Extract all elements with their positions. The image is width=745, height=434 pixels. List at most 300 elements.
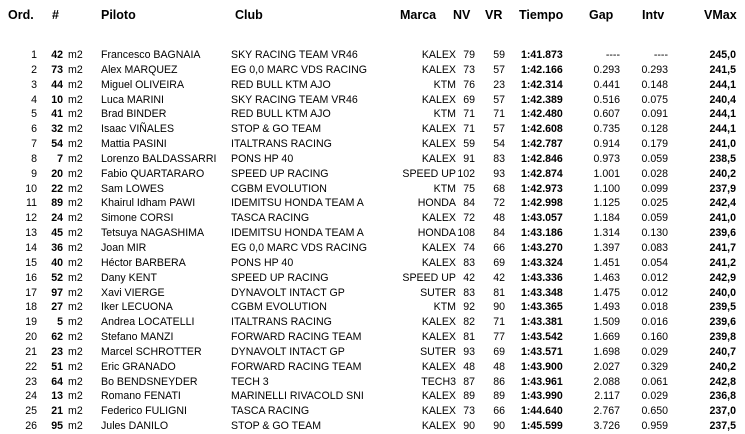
cell-vr: 77 (493, 331, 505, 344)
cell-vmax: 237,0 (709, 405, 736, 418)
cell-cat: m2 (68, 345, 83, 358)
cell-gap: 0.516 (593, 93, 620, 106)
cell-vmax: 244,1 (709, 108, 736, 121)
cell-marca: KALEX (421, 360, 456, 373)
cell-vmax: 240,0 (709, 286, 736, 299)
cell-nv: 71 (463, 123, 475, 136)
cell-vr: 66 (493, 405, 505, 418)
cell-nv: 73 (463, 63, 475, 76)
cell-nv: 69 (463, 93, 475, 106)
table-row (0, 48, 745, 63)
cell-ord: 8 (31, 152, 37, 165)
cell-gap: 1.493 (593, 301, 620, 314)
table-row (0, 167, 745, 182)
cell-marca: KTM (433, 301, 456, 314)
cell-vmax: 239,6 (709, 227, 736, 240)
cell-marca: KALEX (421, 152, 456, 165)
cell-cat: m2 (68, 182, 83, 195)
cell-gap: ---- (605, 49, 620, 61)
cell-vmax: 242,4 (709, 197, 736, 210)
cell-nv: 59 (463, 138, 475, 151)
cell-nv: 82 (463, 316, 475, 329)
cell-gap: 2.088 (593, 375, 620, 388)
cell-nv: 90 (463, 420, 475, 433)
cell-tiempo: 1:44.640 (521, 405, 563, 418)
cell-num: 21 (51, 405, 63, 418)
cell-ord: 7 (31, 138, 37, 151)
cell-club: TASCA RACING (231, 212, 310, 225)
table-row (0, 330, 745, 345)
cell-ord: 11 (26, 197, 37, 210)
cell-ord: 6 (31, 123, 37, 136)
cell-ord: 19 (25, 316, 37, 329)
cell-ord: 5 (31, 108, 37, 121)
cell-intv: 0.061 (641, 375, 668, 388)
cell-gap: 1.475 (593, 286, 620, 299)
header-ord: Ord. (8, 8, 34, 22)
cell-vmax: 241,7 (709, 241, 736, 254)
cell-cat: m2 (68, 93, 83, 106)
header-vmax: VMax (704, 8, 737, 22)
table-row (0, 256, 745, 271)
cell-intv: 0.329 (641, 360, 668, 373)
cell-tiempo: 1:43.365 (521, 301, 563, 314)
cell-club: RED BULL KTM AJO (231, 78, 331, 91)
cell-marca: KALEX (421, 241, 456, 254)
cell-intv: 0.650 (641, 405, 668, 418)
cell-intv: 0.028 (641, 167, 668, 180)
cell-club: CGBM EVOLUTION (231, 182, 327, 195)
cell-intv: 0.130 (641, 227, 668, 240)
cell-nv: 92 (463, 301, 475, 314)
cell-vr: 84 (493, 227, 505, 240)
cell-gap: 1.451 (593, 256, 620, 269)
cell-vr: 89 (493, 390, 505, 403)
cell-piloto: Joan MIR (101, 241, 147, 254)
cell-marca: KALEX (421, 123, 456, 136)
cell-marca: KTM (433, 182, 456, 195)
cell-piloto: Jules DANILO (101, 420, 169, 433)
cell-marca: KALEX (421, 390, 456, 403)
cell-vr: 90 (493, 301, 505, 314)
cell-piloto: Héctor BARBERA (101, 256, 186, 269)
cell-vr: 57 (493, 63, 505, 76)
cell-club: STOP & GO TEAM (231, 123, 322, 136)
cell-tiempo: 1:43.324 (521, 256, 563, 269)
cell-gap: 0.914 (593, 138, 620, 151)
cell-nv: 84 (463, 197, 475, 210)
cell-cat: m2 (68, 375, 83, 388)
cell-marca: KALEX (421, 63, 456, 76)
cell-vr: 57 (493, 123, 505, 136)
cell-vr: 93 (493, 167, 505, 180)
cell-intv: 0.179 (641, 138, 668, 151)
cell-ord: 4 (31, 93, 37, 106)
table-row (0, 300, 745, 315)
cell-club: MARINELLI RIVACOLD SNI (231, 390, 364, 403)
cell-piloto: Federico FULIGNI (101, 405, 187, 418)
cell-ord: 18 (25, 301, 37, 314)
cell-tiempo: 1:43.542 (521, 331, 563, 344)
cell-club: PONS HP 40 (231, 152, 294, 165)
cell-nv: 72 (463, 212, 475, 225)
table-row (0, 360, 745, 375)
cell-piloto: Fabio QUARTARARO (101, 167, 205, 180)
table-row (0, 152, 745, 167)
cell-vmax: 240,2 (709, 360, 736, 373)
cell-nv: 73 (463, 405, 475, 418)
cell-vr: 86 (493, 375, 505, 388)
cell-vmax: 240,7 (709, 345, 736, 358)
cell-club: EG 0,0 MARC VDS RACING (231, 63, 367, 76)
cell-intv: 0.054 (641, 256, 668, 269)
cell-nv: 83 (463, 286, 475, 299)
cell-ord: 25 (25, 405, 37, 418)
cell-tiempo: 1:43.961 (521, 375, 563, 388)
cell-cat: m2 (68, 241, 83, 254)
header-gap: Gap (589, 8, 614, 22)
table-row (0, 404, 745, 419)
cell-ord: 24 (25, 390, 37, 403)
table-row (0, 345, 745, 360)
cell-nv: 87 (463, 375, 475, 388)
cell-club: EG 0,0 MARC VDS RACING (231, 241, 367, 254)
cell-tiempo: 1:42.480 (521, 108, 563, 121)
cell-num: 23 (51, 345, 63, 358)
cell-tiempo: 1:42.608 (521, 123, 563, 136)
cell-marca: KALEX (421, 256, 456, 269)
cell-gap: 1.100 (593, 182, 620, 195)
cell-gap: 2.767 (593, 405, 620, 418)
cell-cat: m2 (68, 271, 83, 284)
cell-tiempo: 1:41.873 (521, 49, 563, 61)
cell-vr: 71 (493, 108, 505, 121)
cell-num: 13 (51, 390, 63, 403)
cell-club: IDEMITSU HONDA TEAM A (231, 227, 364, 240)
cell-cat: m2 (68, 63, 83, 76)
cell-marca: KALEX (421, 212, 456, 225)
cell-intv: 0.959 (641, 420, 668, 433)
cell-vr: 57 (493, 93, 505, 106)
table-row (0, 78, 745, 93)
cell-vr: 48 (493, 212, 505, 225)
cell-nv: 71 (463, 108, 475, 121)
table-row (0, 182, 745, 197)
cell-intv: 0.018 (641, 301, 668, 314)
cell-intv: 0.029 (641, 390, 668, 403)
header-nv: NV (453, 8, 471, 22)
cell-marca: HONDA (417, 227, 456, 240)
cell-ord: 15 (25, 256, 37, 269)
cell-piloto: Miguel OLIVEIRA (101, 78, 185, 91)
cell-club: ITALTRANS RACING (231, 138, 332, 151)
cell-nv: 79 (463, 49, 475, 61)
cell-ord: 12 (25, 212, 37, 225)
cell-gap: 1.125 (593, 197, 620, 210)
cell-gap: 0.973 (593, 152, 620, 165)
header-num: # (52, 8, 59, 22)
cell-piloto: Andrea LOCATELLI (101, 316, 195, 329)
cell-num: 7 (57, 152, 63, 165)
cell-tiempo: 1:45.599 (521, 420, 563, 433)
cell-marca: SPEED UP (402, 271, 456, 284)
cell-cat: m2 (68, 331, 83, 344)
cell-gap: 3.726 (593, 420, 620, 433)
cell-intv: 0.029 (641, 345, 668, 358)
cell-tiempo: 1:43.186 (521, 227, 563, 240)
cell-num: 22 (51, 182, 63, 195)
cell-piloto: Khairul Idham PAWI (101, 197, 196, 210)
cell-club: TECH 3 (231, 375, 269, 388)
cell-ord: 13 (25, 227, 37, 240)
cell-piloto: Xavi VIERGE (101, 286, 165, 299)
cell-cat: m2 (68, 390, 83, 403)
cell-num: 42 (51, 49, 63, 61)
cell-gap: 1.669 (593, 331, 620, 344)
cell-piloto: Luca MARINI (101, 93, 164, 106)
cell-gap: 2.117 (594, 390, 620, 403)
cell-cat: m2 (68, 197, 83, 210)
cell-tiempo: 1:43.336 (521, 271, 563, 284)
cell-vmax: 240,2 (709, 167, 736, 180)
table-row (0, 122, 745, 137)
cell-gap: 0.735 (593, 123, 620, 136)
cell-ord: 3 (31, 78, 37, 91)
cell-marca: KALEX (421, 331, 456, 344)
cell-num: 10 (51, 93, 63, 106)
cell-num: 40 (51, 256, 63, 269)
cell-vr: 42 (493, 271, 505, 284)
cell-vr: 68 (493, 182, 505, 195)
cell-cat: m2 (68, 212, 83, 225)
cell-ord: 26 (25, 420, 37, 433)
cell-num: 62 (51, 331, 63, 344)
cell-vmax: 239,5 (709, 301, 736, 314)
cell-ord: 2 (31, 63, 37, 76)
cell-club: SKY RACING TEAM VR46 (231, 49, 358, 61)
cell-club: ITALTRANS RACING (231, 316, 332, 329)
cell-club: SPEED UP RACING (231, 271, 329, 284)
cell-cat: m2 (68, 49, 83, 61)
cell-intv: 0.128 (641, 123, 668, 136)
cell-cat: m2 (68, 360, 83, 373)
cell-intv: 0.059 (641, 152, 668, 165)
cell-cat: m2 (68, 316, 83, 329)
cell-tiempo: 1:42.787 (521, 138, 563, 151)
table-header (0, 0, 745, 26)
cell-vr: 81 (493, 286, 505, 299)
cell-vmax: 237,5 (709, 420, 736, 433)
cell-tiempo: 1:42.874 (521, 167, 563, 180)
cell-tiempo: 1:42.973 (521, 182, 563, 195)
cell-nv: 83 (463, 256, 475, 269)
cell-vmax: 241,2 (709, 256, 736, 269)
cell-ord: 21 (25, 345, 37, 358)
cell-tiempo: 1:43.990 (521, 390, 563, 403)
cell-num: 5 (57, 316, 63, 329)
cell-intv: 0.075 (641, 93, 668, 106)
cell-nv: 75 (463, 182, 475, 195)
cell-club: PONS HP 40 (231, 256, 294, 269)
cell-vmax: 242,9 (709, 271, 736, 284)
cell-piloto: Romano FENATI (101, 390, 181, 403)
cell-vmax: 239,8 (709, 331, 736, 344)
header-piloto: Piloto (101, 8, 136, 22)
cell-vr: 54 (493, 138, 505, 151)
header-vr: VR (485, 8, 503, 22)
cell-marca: KALEX (421, 138, 456, 151)
cell-marca: SPEED UP (402, 167, 456, 180)
cell-piloto: Isaac VIÑALES (101, 123, 175, 136)
cell-vr: 71 (493, 316, 505, 329)
cell-club: FORWARD RACING TEAM (231, 360, 362, 373)
cell-num: 89 (51, 197, 63, 210)
table-row (0, 315, 745, 330)
cell-intv: 0.148 (641, 78, 668, 91)
cell-intv: 0.016 (641, 316, 668, 329)
cell-tiempo: 1:42.998 (521, 197, 563, 210)
cell-nv: 48 (463, 360, 475, 373)
table-row (0, 241, 745, 256)
cell-vmax: 245,0 (709, 49, 736, 61)
table-row (0, 211, 745, 226)
cell-vmax: 240,4 (709, 93, 736, 106)
cell-marca: KALEX (421, 316, 456, 329)
cell-nv: 74 (463, 241, 475, 254)
cell-intv: 0.099 (641, 182, 668, 195)
cell-piloto: Sam LOWES (101, 182, 164, 195)
cell-cat: m2 (68, 227, 83, 240)
cell-num: 97 (51, 286, 63, 299)
cell-piloto: Lorenzo BALDASSARRI (101, 152, 217, 165)
cell-num: 27 (51, 301, 63, 314)
cell-intv: 0.083 (641, 241, 668, 254)
cell-vmax: 241,0 (709, 138, 736, 151)
cell-club: FORWARD RACING TEAM (231, 331, 362, 344)
cell-nv: 42 (463, 271, 475, 284)
cell-piloto: Simone CORSI (101, 212, 174, 225)
cell-vmax: 242,8 (709, 375, 736, 388)
cell-intv: ---- (653, 49, 668, 61)
cell-vmax: 236,8 (709, 390, 736, 403)
cell-vr: 66 (493, 241, 505, 254)
cell-piloto: Alex MARQUEZ (101, 63, 178, 76)
cell-club: STOP & GO TEAM (231, 420, 322, 433)
cell-intv: 0.059 (641, 212, 668, 225)
cell-marca: SUTER (420, 345, 456, 358)
cell-num: 64 (51, 375, 63, 388)
cell-cat: m2 (68, 167, 83, 180)
cell-tiempo: 1:42.389 (521, 93, 563, 106)
cell-num: 20 (51, 167, 63, 180)
cell-cat: m2 (68, 138, 83, 151)
cell-piloto: Brad BINDER (101, 108, 167, 121)
cell-ord: 1 (31, 49, 37, 61)
cell-tiempo: 1:42.166 (521, 63, 563, 76)
cell-gap: 1.463 (593, 271, 620, 284)
cell-tiempo: 1:43.381 (521, 316, 563, 329)
cell-vmax: 241,5 (709, 63, 736, 76)
cell-piloto: Francesco BAGNAIA (101, 49, 201, 61)
cell-nv: 91 (463, 152, 475, 165)
table-row (0, 107, 745, 122)
cell-piloto: Mattia PASINI (101, 138, 167, 151)
cell-cat: m2 (68, 152, 83, 165)
cell-vr: 90 (493, 420, 505, 433)
cell-nv: 81 (463, 331, 475, 344)
table-row (0, 286, 745, 301)
cell-nv: 93 (463, 345, 475, 358)
cell-piloto: Dany KENT (101, 271, 157, 284)
cell-vmax: 238,5 (709, 152, 736, 165)
cell-gap: 1.698 (593, 345, 620, 358)
cell-tiempo: 1:42.314 (521, 78, 563, 91)
cell-num: 95 (51, 420, 63, 433)
cell-marca: KTM (433, 108, 456, 121)
cell-marca: KALEX (421, 405, 456, 418)
cell-num: 41 (51, 108, 63, 121)
cell-vr: 48 (493, 360, 505, 373)
table-row (0, 389, 745, 404)
cell-piloto: Eric GRANADO (101, 360, 176, 373)
cell-gap: 0.293 (593, 63, 620, 76)
cell-intv: 0.012 (641, 271, 668, 284)
cell-nv: 108 (457, 227, 475, 240)
cell-club: DYNAVOLT INTACT GP (231, 345, 345, 358)
cell-vmax: 244,1 (709, 123, 736, 136)
cell-ord: 17 (25, 286, 37, 299)
cell-piloto: Marcel SCHROTTER (101, 345, 202, 358)
cell-piloto: Stefano MANZI (101, 331, 174, 344)
cell-tiempo: 1:42.846 (521, 152, 563, 165)
cell-cat: m2 (68, 420, 83, 433)
cell-club: TASCA RACING (231, 405, 310, 418)
cell-num: 32 (51, 123, 63, 136)
cell-club: DYNAVOLT INTACT GP (231, 286, 345, 299)
cell-gap: 2.027 (593, 360, 620, 373)
cell-num: 45 (51, 227, 63, 240)
cell-vr: 23 (493, 78, 505, 91)
cell-nv: 102 (457, 167, 475, 180)
cell-marca: KALEX (421, 49, 456, 61)
cell-club: CGBM EVOLUTION (231, 301, 327, 314)
cell-gap: 1.509 (593, 316, 620, 329)
cell-gap: 0.607 (593, 108, 620, 121)
cell-piloto: Tetsuya NAGASHIMA (101, 227, 205, 240)
cell-vr: 59 (493, 49, 505, 61)
cell-tiempo: 1:43.900 (521, 360, 563, 373)
cell-cat: m2 (68, 123, 83, 136)
cell-tiempo: 1:43.571 (521, 345, 563, 358)
cell-tiempo: 1:43.348 (521, 286, 563, 299)
cell-nv: 89 (463, 390, 475, 403)
table-row (0, 93, 745, 108)
cell-num: 51 (51, 360, 63, 373)
header-club: Club (235, 8, 263, 22)
cell-tiempo: 1:43.270 (521, 241, 563, 254)
cell-gap: 0.441 (593, 78, 620, 91)
cell-num: 36 (51, 241, 63, 254)
cell-vr: 69 (493, 256, 505, 269)
cell-vmax: 241,0 (709, 212, 736, 225)
cell-num: 54 (51, 138, 63, 151)
table-row (0, 137, 745, 152)
cell-gap: 1.314 (593, 227, 620, 240)
cell-vmax: 237,9 (709, 182, 736, 195)
cell-marca: SUTER (420, 286, 456, 299)
cell-num: 44 (51, 78, 63, 91)
cell-vr: 83 (493, 152, 505, 165)
